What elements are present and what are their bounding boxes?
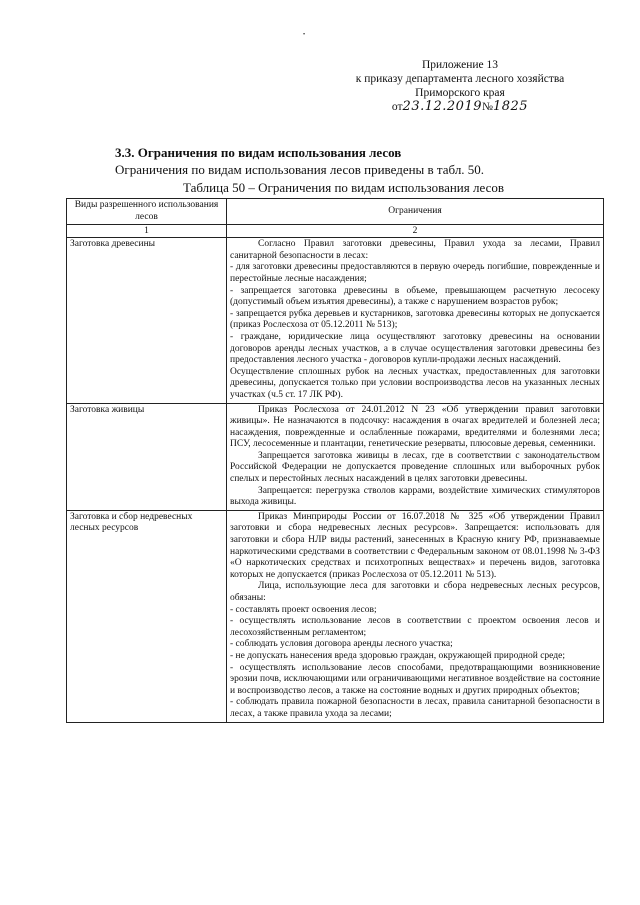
header-restrictions: Ограничения bbox=[227, 199, 604, 225]
table-caption: Таблица 50 – Ограничения по видам использования лесов bbox=[183, 180, 504, 195]
annex-title: Приложение 13 bbox=[421, 59, 499, 71]
restriction-paragraph: Запрещается заготовка живицы в лесах, где в соответствии с законодательством Российской Федерации не допускается проведение сплошных или выборочных рубок спелых и перестойных лесных насаждений в целях заготовки древесины. bbox=[230, 450, 600, 485]
use-type-cell: Заготовка и сбор недревесных лесных ресурсов bbox=[67, 510, 227, 722]
annex-header bbox=[330, 58, 590, 114]
number-prefix: № bbox=[481, 101, 493, 113]
restriction-paragraph: - запрещается рубка деревьев и кустарников, заготовка древесины которых не допускается (приказ Рослесхоза от 05.12.2011 № 513); bbox=[230, 308, 600, 331]
header-use-type: Виды разрешенного использования лесов bbox=[67, 199, 227, 225]
date-prefix: от bbox=[391, 101, 403, 113]
restriction-paragraph: - соблюдать условия договора аренды лесного участка; bbox=[230, 639, 453, 650]
section-title: 3.3. Ограничения по видам использования лесов bbox=[115, 145, 402, 160]
column-number-1: 1 bbox=[67, 225, 227, 238]
annex-order: к приказу департамента лесного хозяйства bbox=[355, 73, 565, 85]
restriction-paragraph: - не допускать нанесения вреда здоровью граждан, окружающей природной среде; bbox=[230, 650, 565, 661]
use-type-cell: Заготовка живицы bbox=[67, 403, 227, 510]
restriction-paragraph: Лица, использующие леса для заготовки и сбора недревесных лесных ресурсов, обязаны: bbox=[230, 581, 600, 603]
restrictions-cell bbox=[227, 510, 604, 722]
annex-region: Приморского края bbox=[415, 87, 505, 99]
restriction-paragraph: Запрещается: перегрузка стволов каррами, воздействие химических стимуляторов выхода живицы. bbox=[230, 485, 600, 508]
annex-date-line bbox=[330, 100, 590, 114]
restriction-paragraph: - осуществлять использование лесов способами, предотвращающими возникновение эрозии почв, исключающими или ограничивающими негативное воздействие на состояние и воспроизводство лесов, а также на состояние водных и других природных объектов; bbox=[230, 662, 600, 696]
restrictions-cell bbox=[227, 403, 604, 510]
restriction-paragraph: - составлять проект освоения лесов; bbox=[230, 604, 377, 615]
table-row bbox=[67, 238, 604, 403]
section-intro: Ограничения по видам использования лесов приведены в табл. 50. bbox=[115, 162, 485, 177]
restriction-paragraph: - осуществлять использование лесов в соответствии с проектом освоения лесов и лесохозяйственным регламентом; bbox=[230, 616, 600, 638]
restriction-paragraph: Приказ Рослесхоза от 24.01.2012 N 23 «Об утверждении правил заготовки живицы». Не назначаются в подсочку: насаждения в очагах вредителей и болезней леса; насаждения, поврежденные и ослабленные пожарами, вредителями и болезнями леса; ПСУ, лесосеменные и плантации, генетические резерваты, плюсовые деревья, семенники. bbox=[230, 404, 600, 450]
table-number-row bbox=[67, 225, 604, 238]
column-number-2: 2 bbox=[227, 225, 604, 238]
restriction-paragraph: Осуществление сплошных рубок на лесных участках, предоставленных для заготовки древесины, допускается только при условии воспроизводства лесов на указанных лесных участках (ч.5 ст. 17 ЛК РФ). bbox=[230, 366, 600, 400]
restriction-paragraph: Согласно Правил заготовки древесины, Правил ухода за лесами, Правил санитарной безопасности в лесах: bbox=[230, 239, 600, 261]
table-row bbox=[67, 510, 604, 722]
restriction-paragraph: - граждане, юридические лица осуществляют заготовку древесины на основании договоров аренды лесных участков, а в случае осуществления заготовки древесины без предоставления лесного участка - договоров купли-продажи лесных насаждений. bbox=[230, 331, 600, 366]
restrictions-cell bbox=[227, 238, 604, 403]
restriction-paragraph: Приказ Минприроды России от 16.07.2018 № 325 «Об утверждении Правил заготовки и сбора недревесных лесных ресурсов». Запрещается: использовать для заготовки и сбора НЛР виды растений, занесенных в Красную книгу РФ, признаваемые наркотическими средствами в соответствии с Федеральным законом от 08.01.1998 № 3-ФЗ «О наркотических средствах и психотропных веществах» и перечень видов, заготовка которых не допускается (приказ Рослесхоза от 05.12.2011 № 513). bbox=[230, 511, 600, 580]
restrictions-table bbox=[66, 198, 604, 723]
scan-speck: • bbox=[303, 32, 306, 38]
restriction-paragraph: - соблюдать правила пожарной безопасности в лесах, правила санитарной безопасности в лесах, а также правила ухода за лесами; bbox=[230, 697, 600, 719]
table-header-row bbox=[67, 199, 604, 225]
table-row bbox=[67, 403, 604, 510]
restriction-paragraph: - для заготовки древесины предоставляются в первую очередь погибшие, поврежденные и перестойные лесные насаждения; bbox=[230, 262, 600, 284]
use-type-cell: Заготовка древесины bbox=[67, 238, 227, 403]
handwritten-number: 1825 bbox=[492, 99, 529, 114]
handwritten-date: 23.12.2019 bbox=[402, 99, 482, 114]
restriction-paragraph: - запрещается заготовка древесины в объеме, превышающем расчетную лесосеку (допустимый объем изъятия древесины), а также с нарушением возрастов рубок; bbox=[230, 285, 600, 308]
